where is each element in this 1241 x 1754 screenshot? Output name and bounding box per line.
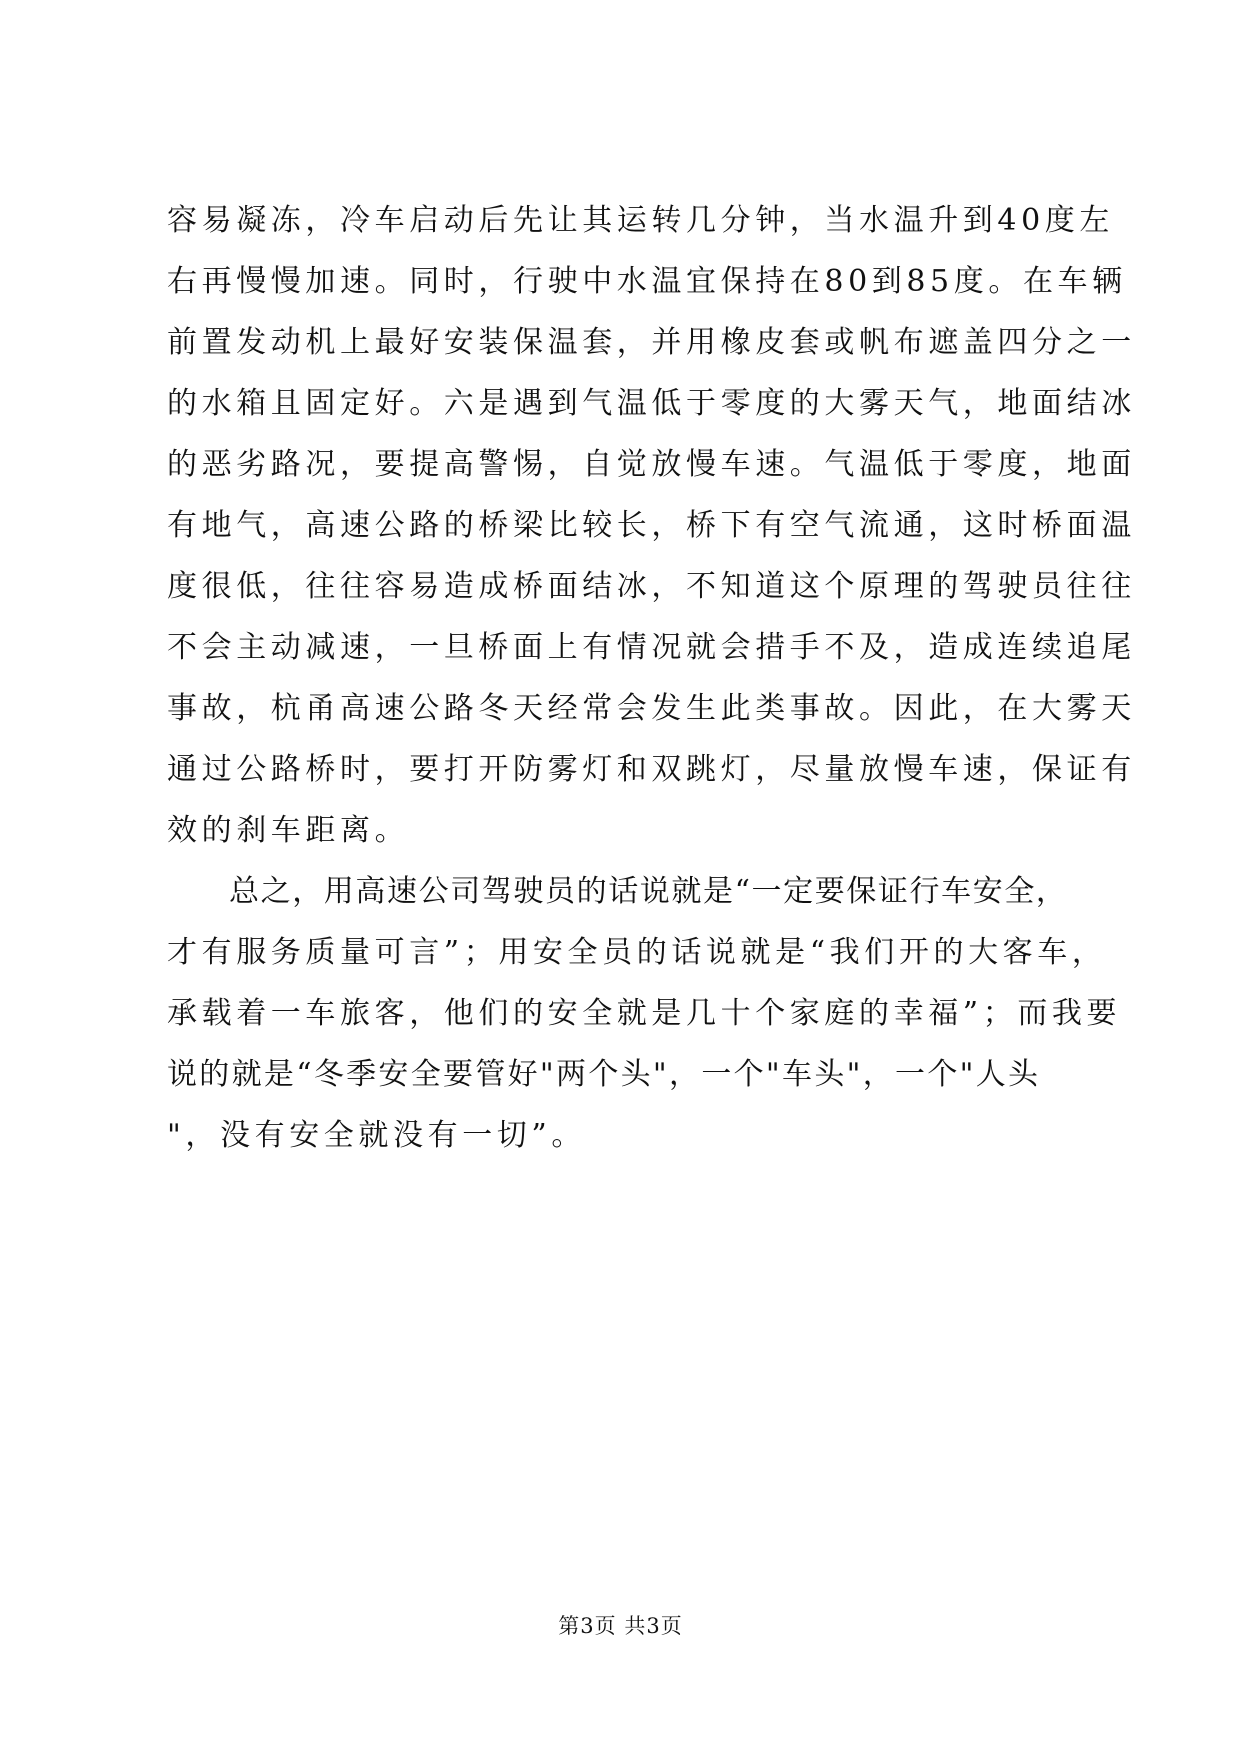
text-line: 的恶劣路况，要提高警惕，自觉放慢车速。气温低于零度，地面 bbox=[167, 447, 1136, 482]
text-line: 承载着一车旅客，他们的安全就是几十个家庭的幸福”；而我要 bbox=[167, 996, 1122, 1031]
text-line: 度很低，往往容易造成桥面结冰，不知道这个原理的驾驶员往往 bbox=[167, 569, 1136, 604]
text-line: 容易凝冻，冷车启动后先让其运转几分钟，当水温升到40度左 bbox=[167, 203, 1114, 238]
text-line: 说的就是“冬季安全要管好"两个头"，一个"车头"，一个"人头 bbox=[167, 1057, 1041, 1092]
text-line: 通过公路桥时，要打开防雾灯和双跳灯，尽量放慢车速，保证有 bbox=[167, 752, 1136, 787]
body-text bbox=[167, 203, 1136, 1179]
text-line: 有地气，高速公路的桥梁比较长，桥下有空气流通，这时桥面温 bbox=[167, 508, 1136, 543]
text-line: 才有服务质量可言”；用安全员的话说就是“我们开的大客车， bbox=[167, 935, 1107, 970]
text-line: 事故，杭甬高速公路冬天经常会发生此类事故。因此，在大雾天 bbox=[167, 691, 1136, 726]
page-footer: 第3页 共3页 bbox=[558, 1614, 683, 1638]
paragraph-first-line: 总之，用高速公司驾驶员的话说就是“一定要保证行车安全， bbox=[229, 874, 1068, 909]
text-line: 前置发动机上最好安装保温套，并用橡皮套或帆布遮盖四分之一 bbox=[167, 325, 1136, 360]
text-line: 效的刹车距离。 bbox=[167, 813, 410, 848]
text-line: 的水箱且固定好。六是遇到气温低于零度的大雾天气，地面结冰 bbox=[167, 386, 1136, 421]
text-line: 右再慢慢加速。同时，行驶中水温宜保持在80到85度。在车辆 bbox=[167, 264, 1127, 299]
text-line: 不会主动减速，一旦桥面上有情况就会措手不及，造成连续追尾 bbox=[167, 630, 1136, 665]
text-line: "，没有安全就没有一切”。 bbox=[167, 1118, 586, 1153]
